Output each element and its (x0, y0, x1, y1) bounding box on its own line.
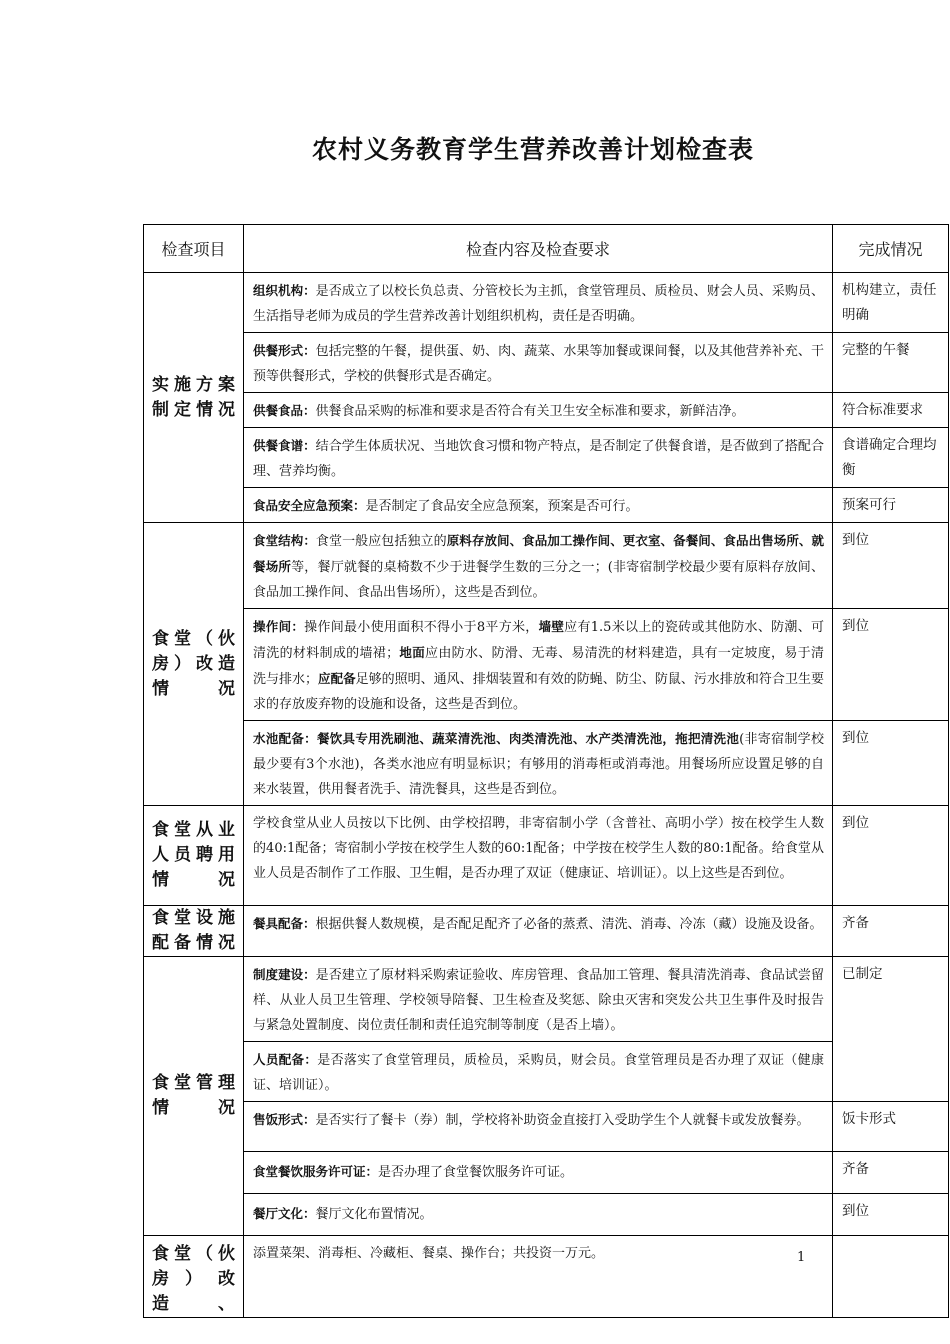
check-content (244, 428, 833, 488)
table-row (144, 523, 949, 609)
item-text: 包括完整的午餐，提供蛋、奶、肉、蔬菜、水果等加餐或课间餐，以及其他营养补充、干预等供餐形式，学校的供餐形式是否确定。 (253, 344, 824, 384)
category-cell (144, 906, 244, 957)
check-content (244, 488, 833, 523)
item-text: 足够的照明、通风、排烟装置和有效的防蝇、防尘、防鼠、污水排放和符合卫生要求的存放废弃物的设施和设备，这些是否到位。 (253, 672, 824, 712)
check-content (244, 273, 833, 333)
table-row (144, 273, 949, 333)
table-row (144, 333, 949, 393)
table-row (144, 1102, 949, 1152)
table-header-row (144, 225, 949, 273)
check-content (244, 523, 833, 609)
status-cell: 到位 (833, 1194, 949, 1236)
item-lead: 食堂餐饮服务许可证： (253, 1164, 379, 1179)
table-row (144, 1042, 949, 1102)
category-line: 人员聘用 (152, 845, 235, 865)
item-lead: 组织机构： (253, 283, 316, 298)
check-content (244, 721, 833, 806)
table-row (144, 488, 949, 523)
check-content (244, 393, 833, 428)
item-lead: 餐厅文化： (253, 1206, 316, 1221)
item-lead: 操作间： (253, 619, 305, 634)
check-content (244, 957, 833, 1042)
item-text: 餐厅文化布置情况。 (315, 1207, 433, 1222)
status-cell: 齐备 (833, 906, 949, 957)
category-line: 食堂设施 (152, 908, 235, 928)
category-cell (144, 957, 244, 1236)
category-line: 食堂从业 (152, 820, 235, 840)
page-title: 农村义务教育学生营养改善计划检查表 (311, 135, 754, 164)
check-content (244, 333, 833, 393)
item-text: 食堂一般应包括独立的 (315, 534, 447, 549)
category-line: 食堂（伙 (152, 628, 235, 649)
status-cell: 完整的午餐 (833, 333, 949, 393)
item-emphasis: 墙壁 (538, 619, 565, 634)
status-cell: 饭卡形式 (833, 1102, 949, 1152)
table-row (144, 806, 949, 906)
category-line: 情 况 (152, 678, 235, 699)
item-emphasis: 应配备 (318, 671, 356, 686)
status-cell: 食谱确定合理均衡 (833, 428, 949, 488)
status-cell: 齐备 (833, 1152, 949, 1194)
item-text: 是否制定了食品安全应急预案，预案是否可行。 (365, 499, 639, 514)
item-text: (非寄宿制学校最少要有3个水池)，各类水池应有明显标识；有够用的消毒柜或消毒池。用餐场所应设置足够的自来水装置，供用餐者洗手、清洗餐具，这些是否到位。 (253, 732, 824, 797)
item-text: 学校食堂从业人员按以下比例、由学校招聘，非寄宿制小学（含普社、高明小学）按在校学生人数的40:1配备；寄宿制小学按在校学生人数的60:1配备；中学按在校学生人数的80:1配备。给食堂从业人员是否制作了工作服、卫生帽，是否办理了双证（健康证、培训证）。以上这些是否到位。 (253, 816, 824, 881)
page-number: 1 (797, 1250, 806, 1265)
table-row (144, 906, 949, 957)
category-line: 配备情况 (152, 933, 235, 953)
item-text: 应有1.5米以上的瓷砖或其他防水、防潮、可清洗的材料制成的墙裙； (253, 620, 824, 661)
item-text: 操作间最小使用面积不得小于8平方米， (304, 620, 539, 635)
item-lead: 售饭形式： (253, 1112, 316, 1127)
check-content (244, 1042, 833, 1102)
status-cell (833, 1236, 949, 1318)
category-line: 食堂管理 (152, 1073, 235, 1093)
status-cell: 到位 (833, 806, 949, 906)
category-cell (144, 523, 244, 806)
category-line: 制定情况 (152, 399, 235, 420)
item-lead: 供餐食品： (253, 403, 316, 418)
category-line: 房）改造 (152, 653, 235, 674)
check-content (244, 1194, 833, 1236)
item-lead: 供餐形式： (253, 343, 316, 358)
table-row (144, 1194, 949, 1236)
status-cell: 预案可行 (833, 488, 949, 523)
header-content: 检查内容及检查要求 (244, 225, 833, 273)
check-content (244, 1236, 833, 1318)
item-lead: 人员配备： (253, 1052, 318, 1067)
item-lead: 制度建设： (253, 967, 316, 982)
status-cell: 已制定 (833, 957, 949, 1102)
check-content (244, 806, 833, 906)
item-emphasis: 餐饮具专用洗刷池、蔬菜清洗池、肉类清洗池、水产类清洗池，拖把清洗池 (316, 731, 740, 746)
item-lead: 食品安全应急预案： (253, 498, 366, 513)
item-text: 应由防水、防滑、无毒、易清洗的材料建造，具有一定坡度，易于清洗与排水； (253, 646, 824, 687)
table-row (144, 428, 949, 488)
check-content (244, 906, 833, 957)
item-text: 是否实行了餐卡（券）制，学校将补助资金直接打入受助学生个人就餐卡或发放餐券。 (315, 1113, 810, 1128)
item-lead: 餐具配备： (253, 916, 316, 931)
item-lead: 食堂结构： (253, 533, 316, 548)
status-cell: 到位 (833, 721, 949, 806)
table-row (144, 1236, 949, 1318)
item-emphasis: 地面 (399, 645, 426, 660)
table-row (144, 957, 949, 1042)
item-lead: 供餐食谱： (253, 438, 316, 453)
category-line: 房）改造、 (152, 1269, 235, 1314)
inspection-table (143, 224, 949, 1318)
table-row (144, 393, 949, 428)
item-text: 是否落实了食堂管理员，质检员，采购员，财会员。食堂管理员是否办理了双证（健康证、培训证）。 (253, 1053, 824, 1093)
item-text: 结合学生体质状况、当地饮食习惯和物产特点，是否制定了供餐食谱，是否做到了搭配合理、营养均衡。 (253, 439, 824, 479)
item-text: 等，餐厅就餐的桌椅数不少于进餐学生数的三分之一；(非寄宿制学校最少要有原料存放间、食品加工操作间、食品出售场所），这些是否到位。 (253, 560, 824, 600)
category-cell (144, 1236, 244, 1318)
item-lead: 水池配备： (253, 731, 317, 746)
table-row (144, 721, 949, 806)
item-text: 根据供餐人数规模，是否配足配齐了必备的蒸煮、清洗、消毒、冷冻（藏）设施及设备。 (315, 917, 823, 932)
category-line: 实施方案 (152, 374, 235, 395)
item-text: 是否成立了以校长负总责、分管校长为主抓，食堂管理员、质检员、财会人员、采购员、生活指导老师为成员的学生营养改善计划组织机构，责任是否明确。 (253, 284, 824, 324)
status-cell: 到位 (833, 523, 949, 609)
header-status: 完成情况 (833, 225, 949, 273)
check-content (244, 609, 833, 721)
table-row (144, 609, 949, 721)
check-content (244, 1152, 833, 1194)
table-row (144, 1152, 949, 1194)
item-text: 供餐食品采购的标准和要求是否符合有关卫生安全标准和要求，新鲜洁净。 (315, 404, 745, 419)
status-cell: 到位 (833, 609, 949, 721)
category-line: 食堂（伙 (152, 1244, 235, 1264)
status-cell: 机构建立，责任明确 (833, 273, 949, 333)
category-cell (144, 806, 244, 906)
category-line: 情 况 (152, 870, 235, 890)
item-emphasis: 原料存放间、食品加工操作间、更衣室、备餐间、食品出售场所、就餐场所 (253, 533, 824, 574)
category-line: 情 况 (152, 1098, 235, 1118)
status-cell: 符合标准要求 (833, 393, 949, 428)
item-text: 是否办理了食堂餐饮服务许可证。 (378, 1165, 574, 1180)
item-text: 是否建立了原材料采购索证验收、库房管理、食品加工管理、餐具清洗消毒、食品试尝留样、从业人员卫生管理、学校领导陪餐、卫生检查及奖惩、除虫灭害和突发公共卫生事件及时报告与紧急处置制度、岗位责任制和责任追究制等制度（是否上墙）。 (253, 968, 824, 1033)
header-item: 检查项目 (144, 225, 244, 273)
check-content (244, 1102, 833, 1152)
item-text: 添置菜架、消毒柜、冷藏柜、餐桌、操作台；共投资一万元。 (253, 1246, 605, 1261)
category-cell (144, 273, 244, 523)
